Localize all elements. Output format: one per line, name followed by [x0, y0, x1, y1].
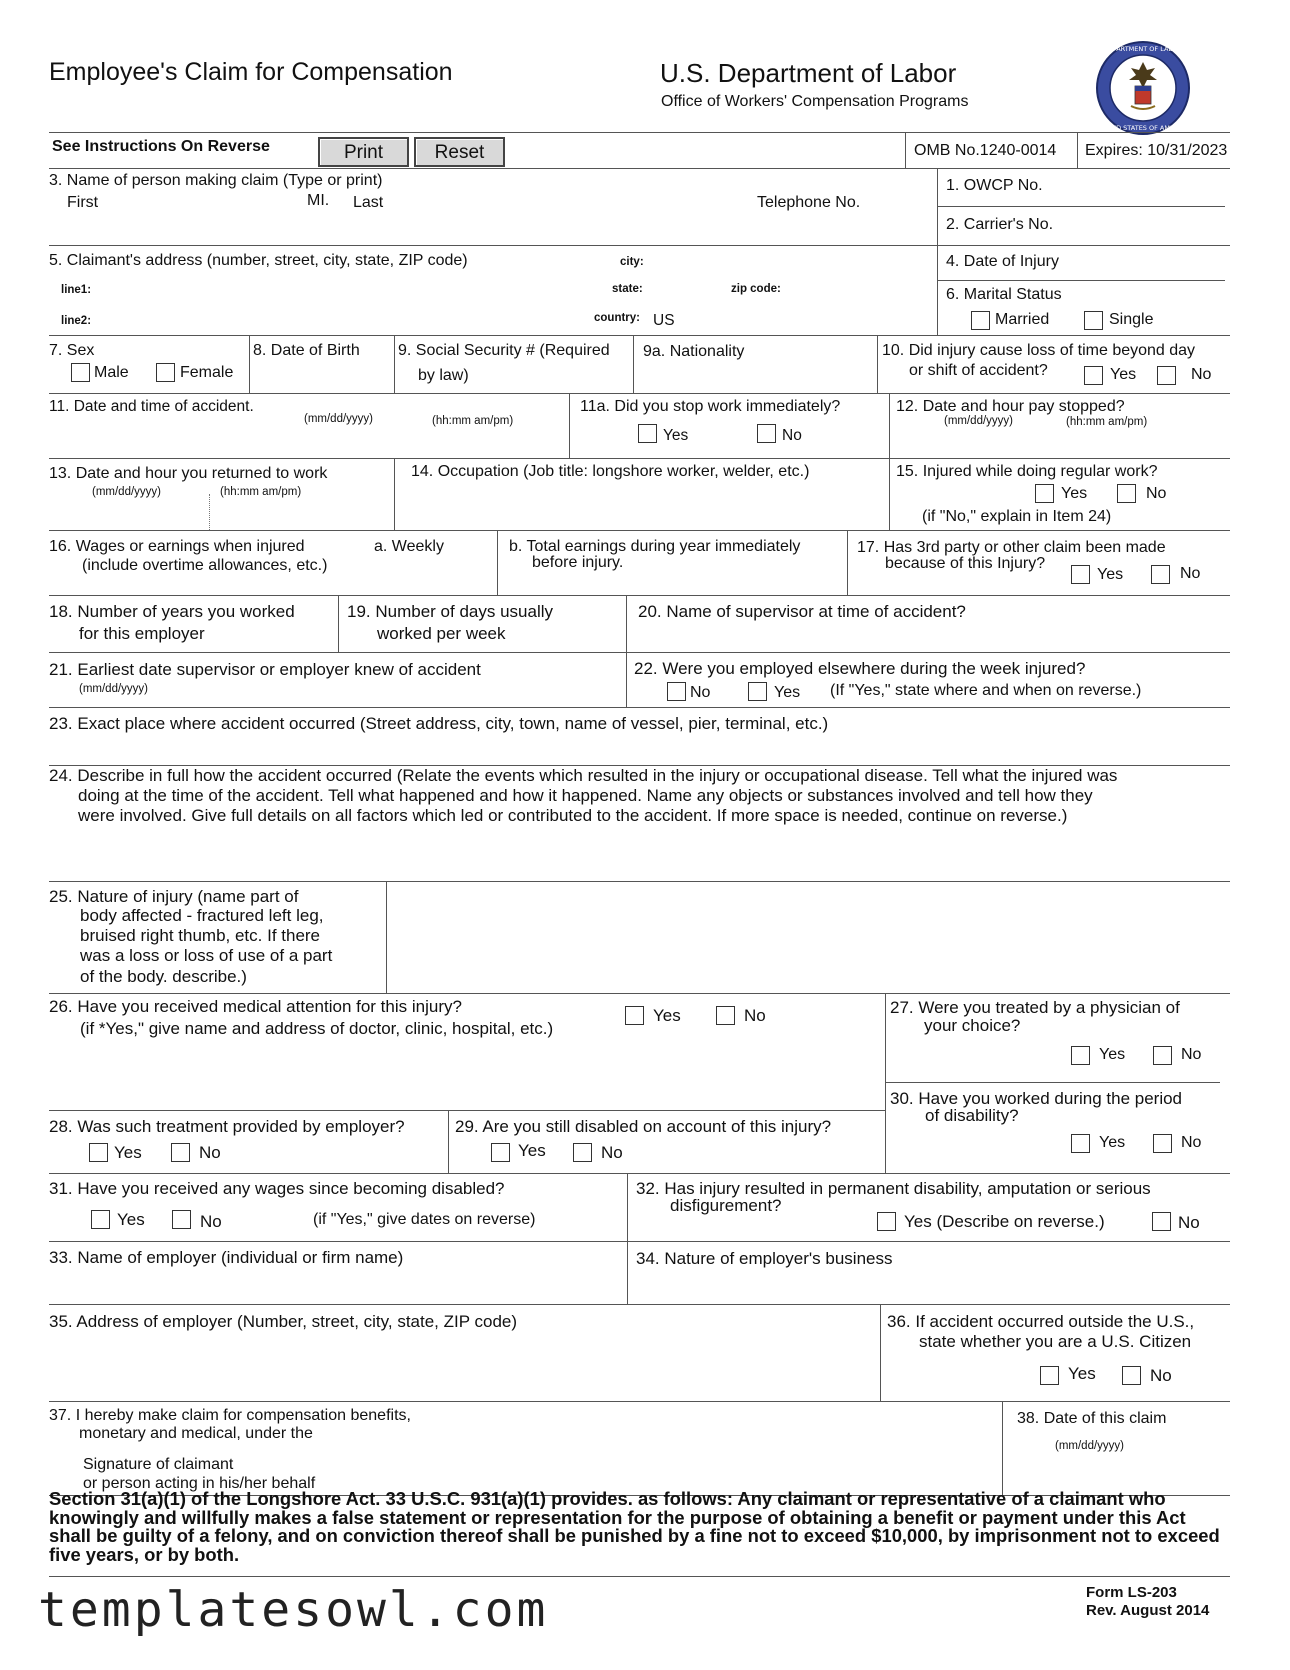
third-party-yes-checkbox[interactable]	[1071, 565, 1090, 584]
omb-number: OMB No.1240-0014	[914, 142, 1057, 159]
nature-of-injury-label-2: body affected - fractured left leg,	[80, 906, 324, 925]
occupation-label: 14. Occupation (Job title: longshore worker, welder, etc.)	[411, 463, 810, 480]
us-citizen-no-label: No	[1150, 1366, 1172, 1385]
worked-disability-label: 30. Have you worked during the period	[890, 1089, 1183, 1108]
male-label: Male	[94, 364, 129, 381]
telephone-label: Telephone No.	[757, 194, 861, 211]
print-button[interactable]: Print	[318, 137, 409, 167]
ssn-label: 9. Social Security # (Required	[398, 342, 610, 359]
regular-work-note: (if "No," explain in Item 24)	[922, 508, 1112, 525]
medical-attention-label-2: (if *Yes," give name and address of doctor, clinic, hospital, etc.)	[80, 1019, 554, 1038]
nature-of-injury-label-4: was a loss or loss of use of a part	[80, 946, 333, 965]
married-checkbox[interactable]	[971, 311, 990, 330]
employer-name-label: 33. Name of employer (individual or firm name)	[49, 1248, 404, 1267]
regular-work-label: 15. Injured while doing regular work?	[896, 463, 1158, 480]
wages-received-label: 31. Have you received any wages since becoming disabled?	[49, 1179, 505, 1198]
married-label: Married	[995, 311, 1050, 328]
agency-name: U.S. Department of Labor	[660, 58, 957, 88]
years-worked-label-2: for this employer	[79, 624, 205, 643]
accident-time-format: (hh:mm am/pm)	[432, 415, 514, 427]
signature-label-2: or person acting in his/her behalf	[83, 1475, 316, 1492]
accident-description-label-2: doing at the time of the accident. Tell what happened and how it happened. Name any objects or substances involved and tell how they	[78, 786, 1093, 805]
wages-label-2: (include overtime allowances, etc.)	[82, 557, 328, 574]
employed-elsewhere-note: (If "Yes," state where and when on reverse.)	[830, 682, 1142, 699]
female-checkbox[interactable]	[156, 363, 175, 382]
third-party-no-label: No	[1180, 565, 1201, 582]
accident-description-label-3: were involved. Give full details on all factors which led or contributed to the accident. If more space is needed, continue on reverse.)	[78, 806, 1068, 825]
instructions-note: See Instructions On Reverse	[52, 138, 270, 155]
medical-attention-label: 26. Have you received medical attention for this injury?	[49, 997, 462, 1016]
still-disabled-yes-checkbox[interactable]	[491, 1143, 510, 1162]
worked-disability-label-2: of disability?	[925, 1106, 1019, 1125]
still-disabled-no-label: No	[601, 1143, 623, 1162]
medical-attention-no-label: No	[744, 1006, 766, 1025]
regular-work-yes-label: Yes	[1061, 485, 1088, 502]
employer-treatment-no-checkbox[interactable]	[171, 1143, 190, 1162]
third-party-yes-label: Yes	[1097, 566, 1124, 583]
physician-choice-label-2: your choice?	[924, 1016, 1021, 1035]
watermark: templatesowl.com	[38, 1582, 549, 1638]
address-country-value[interactable]: US	[653, 312, 675, 329]
field-5-label: 5. Claimant's address (number, street, city, state, ZIP code)	[49, 252, 468, 269]
address-city-label: city:	[620, 256, 644, 268]
first-name-label: First	[67, 194, 99, 211]
employer-treatment-yes-checkbox[interactable]	[89, 1143, 108, 1162]
claim-statement-label: 37. I hereby make claim for compensation benefits,	[49, 1407, 411, 1424]
field-10-label-2: or shift of accident?	[909, 362, 1048, 379]
permanent-disability-no-label: No	[1178, 1213, 1200, 1232]
stop-work-no-label: No	[782, 427, 802, 444]
address-line2-label: line2:	[61, 315, 92, 327]
address-zip-label: zip code:	[731, 283, 781, 295]
pay-stopped-time-format: (hh:mm am/pm)	[1066, 416, 1148, 428]
wages-received-yes-label: Yes	[117, 1210, 145, 1229]
wages-received-no-checkbox[interactable]	[172, 1210, 191, 1229]
supervisor-label: 20. Name of supervisor at time of accident?	[638, 602, 966, 621]
stop-work-yes-label: Yes	[663, 427, 689, 444]
days-per-week-label-2: worked per week	[377, 624, 506, 643]
signature-label: Signature of claimant	[83, 1456, 234, 1473]
permanent-disability-label: 32. Has injury resulted in permanent disability, amputation or serious	[636, 1179, 1151, 1198]
employer-knew-date-format: (mm/dd/yyyy)	[79, 683, 148, 695]
ssn-label-2: by law)	[418, 367, 469, 384]
address-line1-label: line1:	[61, 284, 92, 296]
returned-time-format: (hh:mm am/pm)	[220, 486, 302, 498]
returned-date-format: (mm/dd/yyyy)	[92, 486, 161, 498]
form-title: Employee's Claim for Compensation	[49, 58, 453, 86]
us-citizen-yes-checkbox[interactable]	[1040, 1366, 1059, 1385]
third-party-label: 17. Has 3rd party or other claim been made	[857, 539, 1166, 556]
permanent-disability-no-checkbox[interactable]	[1152, 1212, 1171, 1231]
employer-business-label: 34. Nature of employer's business	[636, 1249, 893, 1268]
us-citizen-label-2: state whether you are a U.S. Citizen	[919, 1332, 1192, 1351]
claim-statement-label-2: monetary and medical, under the	[79, 1425, 313, 1442]
days-per-week-label: 19. Number of days usually	[347, 602, 553, 621]
physician-choice-no-checkbox[interactable]	[1153, 1046, 1172, 1065]
us-citizen-yes-label: Yes	[1068, 1364, 1096, 1383]
employer-knew-label: 21. Earliest date supervisor or employer knew of accident	[49, 660, 481, 679]
worked-disability-yes-checkbox[interactable]	[1071, 1134, 1090, 1153]
lost-time-no-label: No	[1191, 366, 1212, 383]
date-of-injury-label: 4. Date of Injury	[946, 253, 1059, 270]
medical-attention-yes-checkbox[interactable]	[625, 1006, 644, 1025]
employer-treatment-label: 28. Was such treatment provided by employer?	[49, 1117, 405, 1136]
dol-seal-icon	[1095, 40, 1191, 136]
employed-elsewhere-yes-checkbox[interactable]	[748, 682, 767, 701]
field-3-label: 3. Name of person making claim (Type or print)	[49, 172, 383, 189]
office-name: Office of Workers' Compensation Programs	[661, 93, 969, 110]
third-party-label-2: because of this Injury?	[885, 555, 1046, 572]
medical-attention-yes-label: Yes	[653, 1006, 681, 1025]
accident-datetime-label: 11. Date and time of accident.	[49, 398, 254, 415]
wages-received-note: (if "Yes," give dates on reverse)	[313, 1211, 536, 1228]
owcp-no-label: 1. OWCP No.	[946, 177, 1043, 194]
last-name-label: Last	[353, 194, 384, 211]
permanent-disability-label-2: disfigurement?	[670, 1196, 782, 1215]
still-disabled-label: 29. Are you still disabled on account of this injury?	[455, 1117, 832, 1136]
still-disabled-no-checkbox[interactable]	[573, 1143, 592, 1162]
svg-text:UNITED STATES OF AMERICA: UNITED STATES OF AMERICA	[1096, 124, 1190, 132]
physician-choice-yes-checkbox[interactable]	[1071, 1046, 1090, 1065]
physician-choice-yes-label: Yes	[1099, 1046, 1126, 1063]
medical-attention-no-checkbox[interactable]	[716, 1006, 735, 1025]
annual-earnings-label: b. Total earnings during year immediately	[509, 538, 801, 555]
dob-label: 8. Date of Birth	[253, 342, 360, 359]
employed-elsewhere-yes-label: Yes	[774, 684, 801, 701]
regular-work-no-label: No	[1146, 485, 1167, 502]
stop-work-no-checkbox[interactable]	[757, 424, 776, 443]
third-party-no-checkbox[interactable]	[1151, 565, 1170, 584]
employed-elsewhere-no-label: No	[690, 684, 711, 701]
male-checkbox[interactable]	[71, 363, 90, 382]
wages-received-no-label: No	[200, 1212, 222, 1231]
wages-received-yes-checkbox[interactable]	[91, 1210, 110, 1229]
accident-description-label: 24. Describe in full how the accident occurred (Relate the events which resulted in the injury or occupational disease. Tell what the injured was	[49, 766, 1118, 785]
us-citizen-no-checkbox[interactable]	[1122, 1366, 1141, 1385]
returned-work-label: 13. Date and hour you returned to work	[49, 465, 328, 482]
field-10-label: 10. Did injury cause loss of time beyond day	[882, 342, 1196, 359]
pay-stopped-date-format: (mm/dd/yyyy)	[944, 415, 1013, 427]
svg-text:DEPARTMENT OF LABOR: DEPARTMENT OF LABOR	[1103, 45, 1183, 53]
annual-earnings-label-2: before injury.	[532, 554, 624, 571]
still-disabled-yes-label: Yes	[518, 1141, 546, 1160]
worked-disability-yes-label: Yes	[1099, 1134, 1126, 1151]
years-worked-label: 18. Number of years you worked	[49, 602, 295, 621]
stop-work-yes-checkbox[interactable]	[638, 424, 657, 443]
nature-of-injury-label-5: of the body. describe.)	[80, 967, 247, 986]
employed-elsewhere-label: 22. Were you employed elsewhere during the week injured?	[634, 659, 1086, 678]
lost-time-yes-checkbox[interactable]	[1084, 366, 1103, 385]
worked-disability-no-label: No	[1181, 1134, 1202, 1151]
female-label: Female	[180, 364, 234, 381]
expiration-date: Expires: 10/31/2023	[1085, 142, 1228, 159]
accident-date-format: (mm/dd/yyyy)	[304, 413, 373, 425]
regular-work-no-checkbox[interactable]	[1117, 484, 1136, 503]
legal-notice: Section 31(a)(1) of the Longshore Act. 33 U.S.C. 931(a)(1) provides. as follows: Any claimant or representative of a claimant who knowingly and willfully makes a false statement or representation for the purpose of obtaining a benefit or payment under this Act shall be guilty of a felony, and on conviction thereof shall be punished by a fine not to exceed $10,000, by imprisonment not to exceed five years, or by both.	[49, 1488, 1220, 1565]
mi-label: MI.	[307, 192, 330, 209]
claim-date-format: (mm/dd/yyyy)	[1055, 1440, 1124, 1452]
form-revision: Rev. August 2014	[1086, 1602, 1210, 1619]
lost-time-no-checkbox[interactable]	[1157, 366, 1176, 385]
employed-elsewhere-no-checkbox[interactable]	[667, 682, 686, 701]
accident-place-label: 23. Exact place where accident occurred (Street address, city, town, name of vessel, pier, terminal, etc.)	[49, 714, 829, 733]
marital-status-label: 6. Marital Status	[946, 286, 1062, 303]
regular-work-yes-checkbox[interactable]	[1035, 484, 1054, 503]
us-citizen-label: 36. If accident occurred outside the U.S.,	[887, 1312, 1195, 1331]
employer-treatment-yes-label: Yes	[114, 1143, 142, 1162]
nationality-label: 9a. Nationality	[643, 343, 745, 360]
permanent-disability-yes-checkbox[interactable]	[877, 1212, 896, 1231]
employer-address-label: 35. Address of employer (Number, street, city, state, ZIP code)	[49, 1312, 518, 1331]
physician-choice-label: 27. Were you treated by a physician of	[890, 998, 1180, 1017]
claim-date-label: 38. Date of this claim	[1017, 1410, 1167, 1427]
reset-button[interactable]: Reset	[414, 137, 505, 167]
nature-of-injury-label: 25. Nature of injury (name part of	[49, 887, 299, 906]
stop-work-label: 11a. Did you stop work immediately?	[580, 398, 841, 415]
employer-treatment-no-label: No	[199, 1143, 221, 1162]
worked-disability-no-checkbox[interactable]	[1153, 1134, 1172, 1153]
physician-choice-no-label: No	[1181, 1046, 1202, 1063]
carrier-no-label: 2. Carrier's No.	[946, 216, 1054, 233]
pay-stopped-label: 12. Date and hour pay stopped?	[896, 398, 1125, 415]
lost-time-yes-label: Yes	[1110, 366, 1137, 383]
form-number: Form LS-203	[1086, 1584, 1177, 1601]
single-label: Single	[1109, 311, 1154, 328]
address-country-label: country:	[594, 312, 640, 324]
nature-of-injury-label-3: bruised right thumb, etc. If there	[80, 926, 321, 945]
wages-label: 16. Wages or earnings when injured	[49, 538, 305, 555]
weekly-wage-label: a. Weekly	[374, 538, 444, 555]
single-checkbox[interactable]	[1084, 311, 1103, 330]
permanent-disability-yes-label: Yes (Describe on reverse.)	[904, 1212, 1105, 1231]
sex-label: 7. Sex	[49, 342, 95, 359]
address-state-label: state:	[612, 283, 643, 295]
